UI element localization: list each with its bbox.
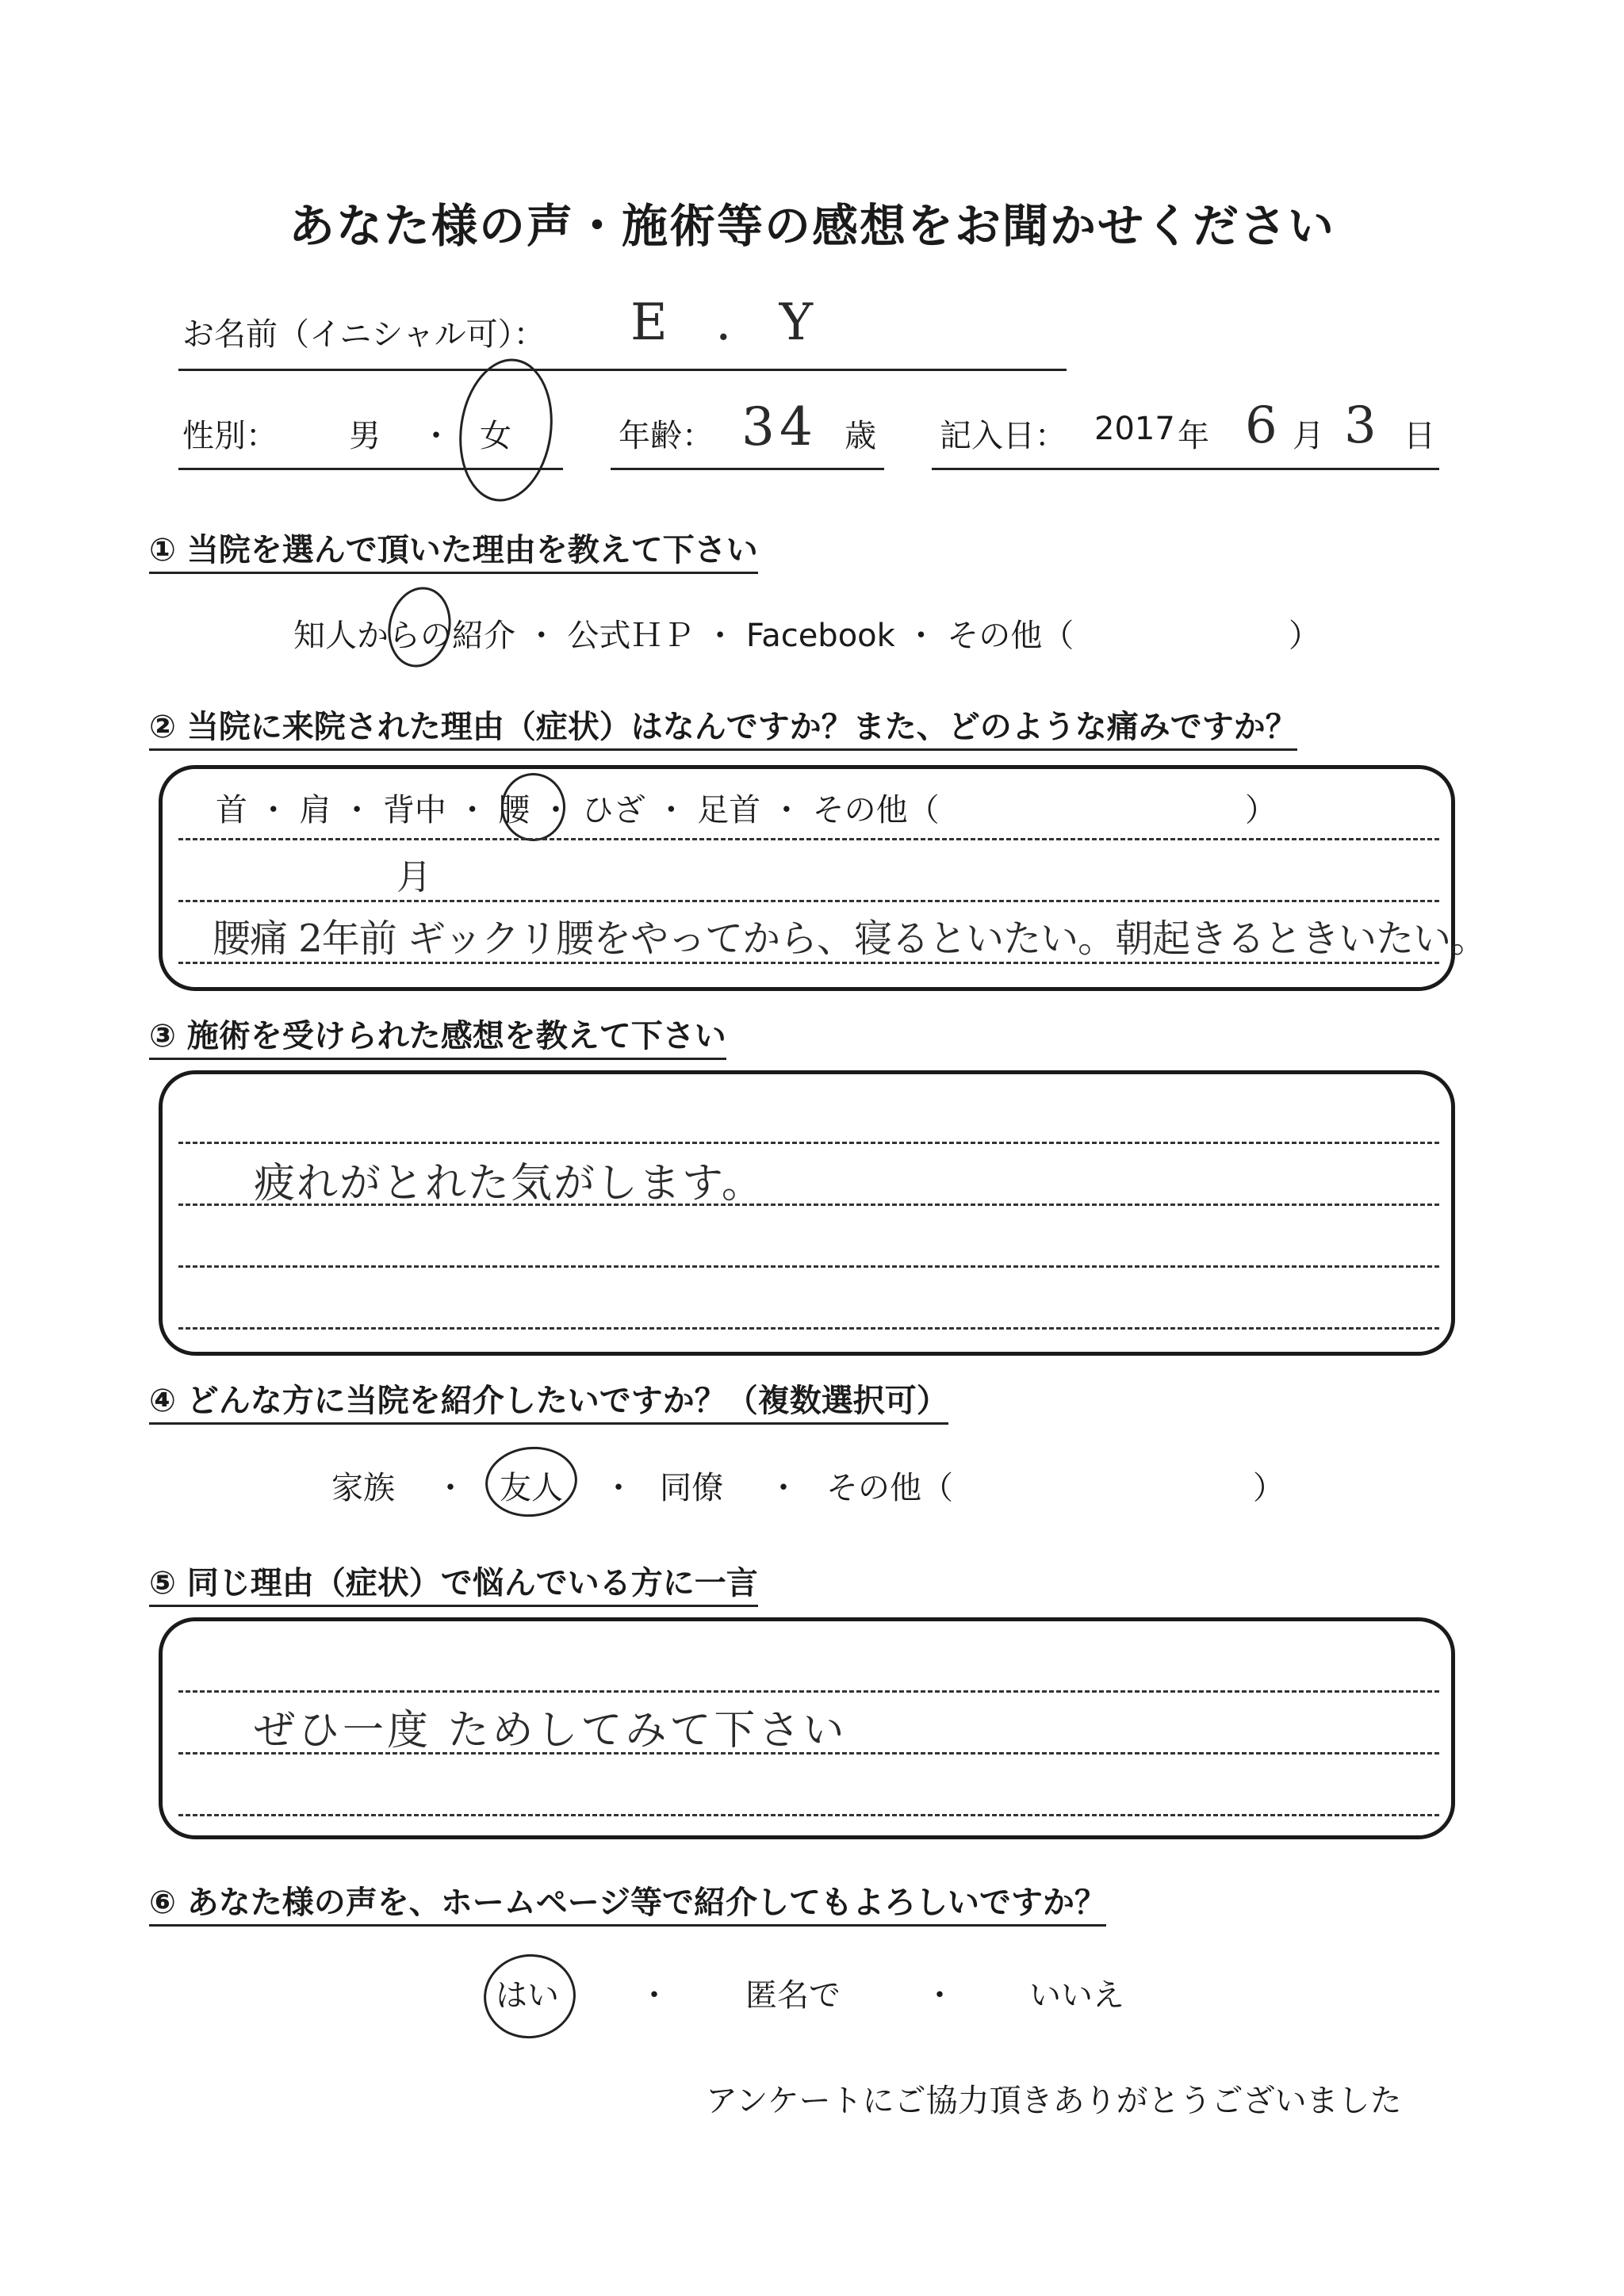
- q6-option-no[interactable]: いいえ: [1029, 1977, 1124, 2014]
- q2-options[interactable]: 首 ・ 肩 ・ 背中 ・ 腰 ・ ひざ ・ 足首 ・ その他（: [216, 792, 940, 828]
- q4-option-other[interactable]: その他（: [826, 1470, 953, 1506]
- q3-dashed-line-4: [178, 1327, 1439, 1330]
- q4-option-colleague[interactable]: 同僚: [660, 1470, 723, 1506]
- q3-question: ③ 施術を受けられた感想を教えて下さい: [149, 1011, 726, 1060]
- name-value[interactable]: E . Y: [630, 293, 829, 352]
- gender-separator: ・: [420, 418, 452, 454]
- q3-dashed-line-1: [178, 1142, 1439, 1144]
- date-year: 2017: [1094, 411, 1175, 447]
- age-label: 年齢：: [619, 418, 714, 454]
- q2-options-close: ）: [1245, 792, 1277, 828]
- q5-dashed-line-1: [178, 1690, 1439, 1693]
- q1-question: ① 当院を選んで頂いた理由を教えて下さい: [149, 525, 758, 574]
- q4-option-friend[interactable]: 友人: [500, 1470, 563, 1506]
- q3-answer-text[interactable]: 疲れがとれた気がします。: [254, 1160, 764, 1207]
- q6-option-anonymous[interactable]: 匿名で: [745, 1977, 841, 2014]
- q1-options-close: ）: [1289, 618, 1320, 654]
- q2-question: ② 当院に来院された理由（症状）はなんですか？また、どのような痛みですか？: [149, 702, 1297, 751]
- q2-dashed-line-2: [178, 900, 1439, 902]
- date-day[interactable]: 3: [1344, 396, 1377, 455]
- q6-option-yes[interactable]: はい: [496, 1977, 559, 2014]
- form-title: あなた様の声・施術等の感想をお聞かせください: [288, 199, 1335, 253]
- q5-question: ⑤ 同じ理由（症状）で悩んでいる方に一言: [149, 1558, 758, 1607]
- q4-separator-2: ・: [603, 1470, 634, 1506]
- gender-label: 性別：: [182, 418, 278, 454]
- q3-answer-box: [159, 1070, 1455, 1356]
- q4-separator-3: ・: [768, 1470, 799, 1506]
- gender-option-male[interactable]: 男: [349, 418, 381, 454]
- gender-option-female[interactable]: 女: [480, 418, 511, 454]
- q2-answer-text[interactable]: 腰痛 2年前 ギックリ腰をやってから、寝るといたい。朝起きるときいたい。: [213, 916, 1488, 961]
- q1-options[interactable]: 知人からの紹介 ・ 公式ＨＰ ・ Facebook ・ その他（: [293, 618, 1074, 654]
- age-value[interactable]: 34: [741, 396, 818, 457]
- q5-answer-text[interactable]: ぜひ一度 ためしてみて下さい: [254, 1707, 848, 1755]
- q6-separator-1: ・: [638, 1977, 670, 2014]
- q6-separator-2: ・: [924, 1977, 956, 2014]
- q2-answer-insert: 月: [396, 857, 431, 897]
- q1-selection-circle: [381, 581, 458, 673]
- date-year-unit: 年: [1178, 418, 1209, 454]
- q2-selection-circle: [501, 773, 565, 841]
- date-day-unit: 日: [1404, 418, 1435, 454]
- q2-dashed-line-1: [178, 838, 1439, 840]
- q4-options-close: ）: [1253, 1470, 1285, 1506]
- q4-option-family[interactable]: 家族: [331, 1470, 395, 1506]
- footer-thanks: アンケートにご協力頂きありがとうございました: [706, 2083, 1402, 2119]
- age-unit: 歳: [845, 418, 876, 454]
- date-month[interactable]: 6: [1245, 396, 1277, 455]
- date-month-unit: 月: [1293, 418, 1324, 454]
- date-label: 記入日：: [940, 418, 1067, 454]
- q6-question: ⑥ あなた様の声を、ホームページ等で紹介してもよろしいですか？: [149, 1877, 1106, 1927]
- q6-selection-circle: [478, 1948, 581, 2044]
- q4-selection-circle: [482, 1442, 581, 1521]
- gender-selection-circle: [450, 353, 561, 507]
- q3-dashed-line-3: [178, 1265, 1439, 1268]
- q4-separator-1: ・: [435, 1470, 466, 1506]
- q4-question: ④ どんな方に当院を紹介したいですか？（複数選択可）: [149, 1376, 948, 1425]
- name-label: お名前（イニシャル可）：: [182, 316, 546, 353]
- q5-dashed-line-3: [178, 1814, 1439, 1816]
